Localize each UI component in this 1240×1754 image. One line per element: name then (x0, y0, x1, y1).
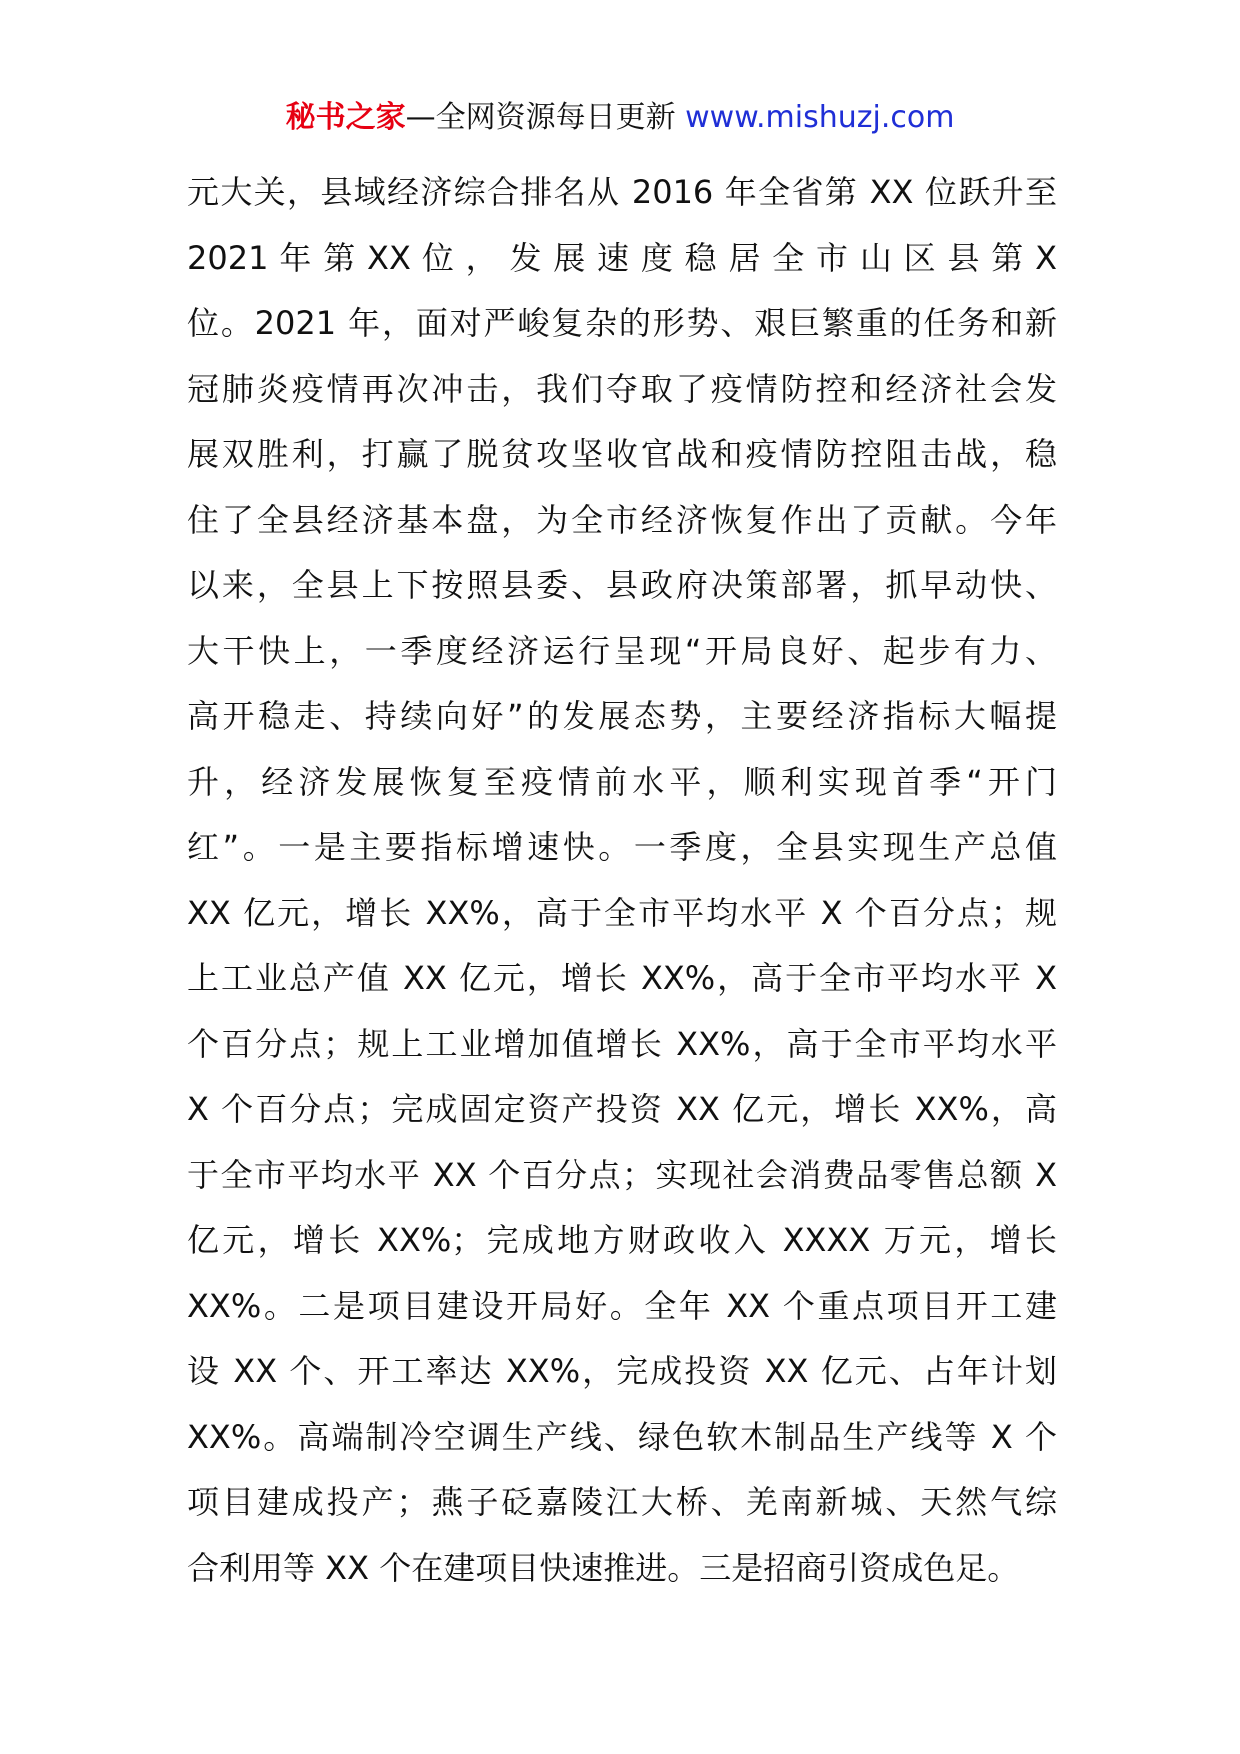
body-line: 以来，全县上下按照县委、县政府决策部署，抓早动快、 (187, 566, 1057, 604)
body-line: 大干快上，一季度经济运行呈现“开局良好、起步有力、 (187, 631, 1057, 670)
header-brand: 秘书之家 (285, 100, 406, 135)
header-tagline: —全网资源每日更新 (405, 100, 676, 135)
body-line: 冠肺炎疫情再次冲击，我们夺取了疫情防控和经济社会发 (187, 369, 1057, 408)
body-line: 红”。一是主要指标增速快。一季度，全县实现生产总值 (187, 828, 1057, 866)
document-body (187, 160, 1057, 1601)
body-line: XX%。二是项目建设开局好。全年 XX 个重点项目开工建 (187, 1286, 1057, 1325)
body-line: 项目建成投产；燕子砭嘉陵江大桥、羌南新城、天然气综 (187, 1483, 1057, 1521)
body-line: 于全市平均水平 XX 个百分点；实现社会消费品零售总额 X (187, 1155, 1057, 1194)
body-line: 升，经济发展恢复至疫情前水平，顺利实现首季“开门 (187, 762, 1057, 801)
header-url-link[interactable]: www.mishuzj.com (685, 100, 955, 135)
body-line: 元大关，县域经济综合排名从 2016 年全省第 XX 位跃升至 (187, 173, 1057, 211)
page-header (0, 98, 1240, 138)
body-line: 住了全县经济基本盘，为全市经济恢复作出了贡献。今年 (187, 500, 1057, 539)
body-line: 合利用等 XX 个在建项目快速推进。三是招商引资成色足。 (187, 1548, 1020, 1587)
body-line: XX%。高端制冷空调生产线、绿色软木制品生产线等 X 个 (187, 1417, 1057, 1456)
body-line: XX 亿元，增长 XX%，高于全市平均水平 X 个百分点；规 (187, 893, 1057, 932)
body-line: X 个百分点；完成固定资产投资 XX 亿元，增长 XX%，高 (187, 1090, 1057, 1128)
body-line: 设 XX 个、开工率达 XX%，完成投资 XX 亿元、占年计划 (187, 1352, 1057, 1390)
body-line: 高开稳走、持续向好”的发展态势，主要经济指标大幅提 (187, 697, 1057, 735)
body-line: 展双胜利，打赢了脱贫攻坚收官战和疫情防控阻击战，稳 (187, 435, 1057, 473)
body-line: 个百分点；规上工业增加值增长 XX%，高于全市平均水平 (187, 1024, 1057, 1063)
body-line: 位。2021 年，面对严峻复杂的形势、艰巨繁重的任务和新 (187, 304, 1057, 342)
body-line: 上工业总产值 XX 亿元，增长 XX%，高于全市平均水平 X (187, 959, 1057, 997)
body-line: 2021 年 第 XX 位 ， 发 展 速 度 稳 居 全 市 山 区 县 第 X (187, 238, 1057, 277)
body-line: 亿元，增长 XX%；完成地方财政收入 XXXX 万元，增长 (187, 1221, 1057, 1259)
